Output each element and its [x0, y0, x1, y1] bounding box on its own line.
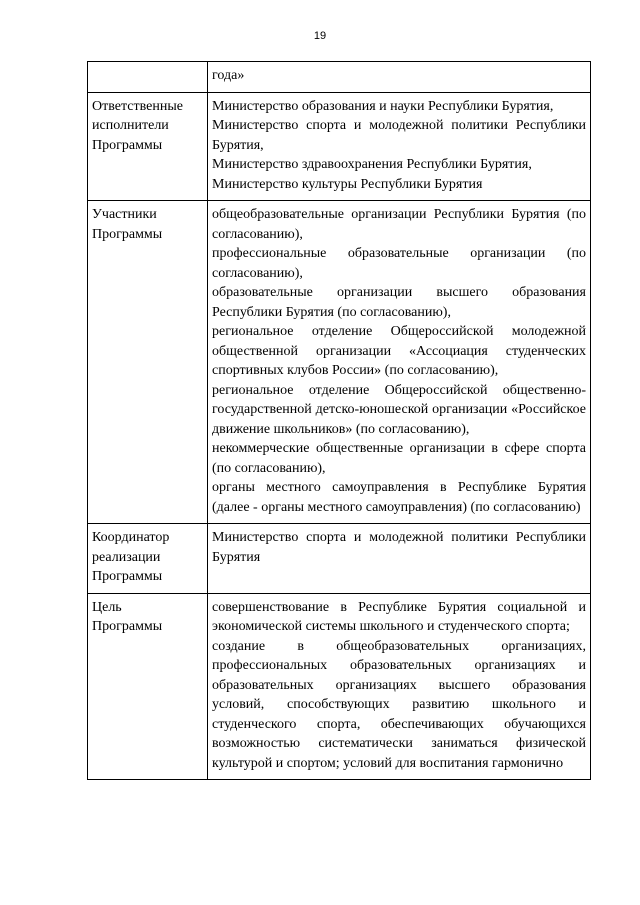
label-line: Программы — [92, 137, 163, 153]
program-passport-table — [87, 61, 591, 780]
content-line: некоммерческие общественные организации в сфере спорта (по согласованию), — [212, 441, 586, 476]
row-label — [88, 92, 208, 201]
row-content — [208, 201, 591, 524]
row-content — [208, 524, 591, 594]
row-content — [208, 62, 591, 93]
table-row-goal — [88, 593, 591, 780]
page-number: 19 — [313, 30, 327, 42]
table-row-continuation — [88, 62, 591, 93]
label-line: Ответственные — [92, 98, 183, 114]
content-line: региональное отделение Общероссийской молодежной общественной организации «Ассоциация студенческих спортивных клубов России» (по согласованию), — [212, 324, 586, 378]
content-line: Министерство культуры Республики Бурятия — [212, 176, 483, 192]
row-label-empty — [88, 62, 208, 93]
content-line: Министерство здравоохранения Республики Бурятия, — [212, 157, 532, 172]
content-line: года» — [212, 68, 245, 83]
table-row-coordinator — [88, 524, 591, 594]
row-content — [208, 92, 591, 201]
row-label — [88, 593, 208, 780]
row-label — [88, 201, 208, 524]
content-line: Министерство образования и науки Республики Бурятия, — [212, 98, 554, 114]
content-line: органы местного самоуправления в Республике Бурятия (далее - органы местного самоуправления) (по согласованию) — [212, 480, 586, 515]
content-line: образовательные организации высшего образования Республики Бурятия (по согласованию), — [212, 285, 586, 320]
label-line: Программы — [92, 226, 163, 242]
label-line: Цель — [92, 599, 122, 615]
content-line: создание в общеобразовательных организациях, профессиональных образовательных организациях и образовательных организациях высшего образования условий, способствующих развитию школьного и студенческого спорта, обеспечивающих обучающихся возможностью систематически заниматься физической культурой и спортом; условий для воспитания гармонично — [212, 638, 586, 771]
label-line: Программы — [92, 569, 163, 584]
content-line: Министерство спорта и молодежной политики Республики Бурятия — [212, 530, 586, 565]
content-line: Министерство спорта и молодежной политики Республики Бурятия, — [212, 118, 586, 153]
label-line: Программы — [92, 619, 163, 634]
content-line: профессиональные образовательные организации (по согласованию), — [212, 246, 586, 281]
label-line: Участники — [92, 207, 157, 222]
content-line: общеобразовательные организации Республики Бурятия (по согласованию), — [212, 207, 586, 242]
label-line: исполнители — [92, 118, 169, 133]
content-line: региональное отделение Общероссийской общественно-государственной детско-юношеской организации «Российское движение школьников» (по согласованию), — [212, 382, 586, 437]
label-line: Координатор — [92, 530, 170, 545]
table-row-responsible-executors — [88, 92, 591, 201]
row-content — [208, 593, 591, 780]
label-line: реализации — [92, 549, 161, 565]
content-line: совершенствование в Республике Бурятия социальной и экономической системы школьного и студенческого спорта; — [212, 599, 586, 634]
row-label — [88, 524, 208, 594]
table-row-participants — [88, 201, 591, 524]
